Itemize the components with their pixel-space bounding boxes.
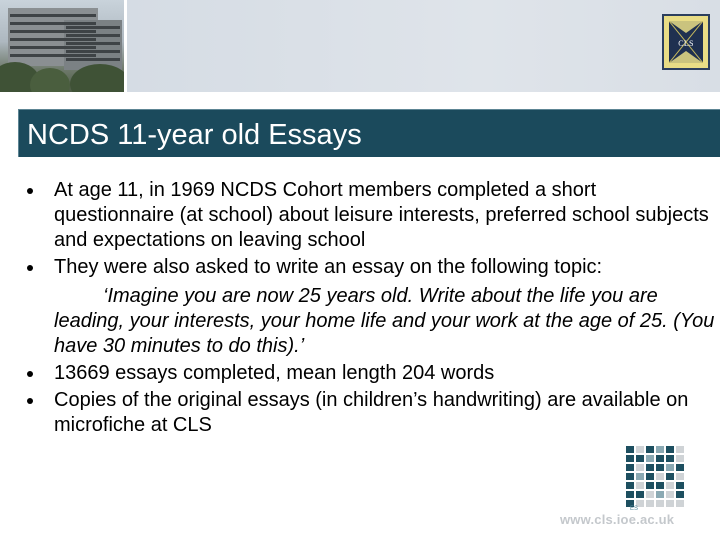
- slide-title: NCDS 11-year old Essays: [27, 119, 362, 151]
- bullet-text: Copies of the original essays (in children’s handwriting) are available on microfiche at CLS: [54, 389, 689, 436]
- banner-panel: [127, 0, 720, 92]
- grid-dot: [666, 446, 674, 453]
- slide-title-bar: [18, 109, 720, 157]
- grid-dot: [676, 500, 684, 507]
- bullet-list: [24, 178, 716, 438]
- grid-dot: [646, 455, 654, 462]
- bullet-item: [24, 361, 716, 386]
- logo-text: CLS: [678, 39, 694, 48]
- grid-dot: [656, 446, 664, 453]
- bullet-text: They were also asked to write an essay on the following topic:: [54, 256, 603, 278]
- grid-dot: [676, 482, 684, 489]
- grid-dot: [636, 464, 644, 471]
- grid-dot: [646, 482, 654, 489]
- decorative-dot-grid-icon: [626, 446, 686, 506]
- grid-dot: [626, 464, 634, 471]
- bullet-item: [24, 388, 716, 438]
- website-url: www.cls.ioe.ac.uk: [560, 512, 675, 527]
- grid-dot: [656, 473, 664, 480]
- bullet-dot-icon: [27, 398, 33, 404]
- bullet-dot-icon: [27, 265, 33, 271]
- grid-dot: [666, 473, 674, 480]
- grid-dot: [626, 482, 634, 489]
- grid-dot: [666, 482, 674, 489]
- grid-dot: [646, 500, 654, 507]
- bullet-text: At age 11, in 1969 NCDS Cohort members completed a short questionnaire (at school) about leisure interests, preferred school subjects and expectations on leaving school: [54, 179, 709, 251]
- bullet-item: [24, 178, 716, 253]
- grid-dot: [626, 455, 634, 462]
- grid-dot: [626, 491, 634, 498]
- grid-dot: [676, 464, 684, 471]
- essay-topic-quote: ‘Imagine you are now 25 years old. Write about the life you are leading, your interests, your home life and your work at the age of 25. (You have 30 minutes to do this).’: [54, 285, 715, 357]
- grid-dot: [676, 473, 684, 480]
- grid-dot: [666, 455, 674, 462]
- grid-dot: [646, 491, 654, 498]
- grid-dot: [636, 455, 644, 462]
- grid-dot: [636, 482, 644, 489]
- grid-dot: [646, 473, 654, 480]
- grid-dot: [636, 491, 644, 498]
- bullet-text: 13669 essays completed, mean length 204 words: [54, 362, 495, 384]
- grid-dot: [676, 491, 684, 498]
- header-banner: [0, 0, 720, 92]
- grid-dot: [666, 491, 674, 498]
- grid-dot: [666, 500, 674, 507]
- bullet-dot-icon: [27, 371, 33, 377]
- logo-caption: ES: [630, 506, 639, 512]
- cls-logo: [662, 14, 710, 70]
- bullet-dot-icon: [27, 188, 33, 194]
- grid-dot: [656, 491, 664, 498]
- grid-dot: [666, 464, 674, 471]
- grid-dot: [656, 500, 664, 507]
- grid-dot: [676, 446, 684, 453]
- grid-dot: [656, 482, 664, 489]
- building-photo: [0, 0, 124, 92]
- grid-dot: [626, 446, 634, 453]
- grid-dot: [676, 455, 684, 462]
- bullet-item: [24, 255, 716, 359]
- grid-dot: [626, 473, 634, 480]
- grid-dot: [656, 464, 664, 471]
- grid-dot: [636, 473, 644, 480]
- grid-dot: [656, 455, 664, 462]
- grid-dot: [636, 446, 644, 453]
- grid-dot: [646, 464, 654, 471]
- grid-dot: [646, 446, 654, 453]
